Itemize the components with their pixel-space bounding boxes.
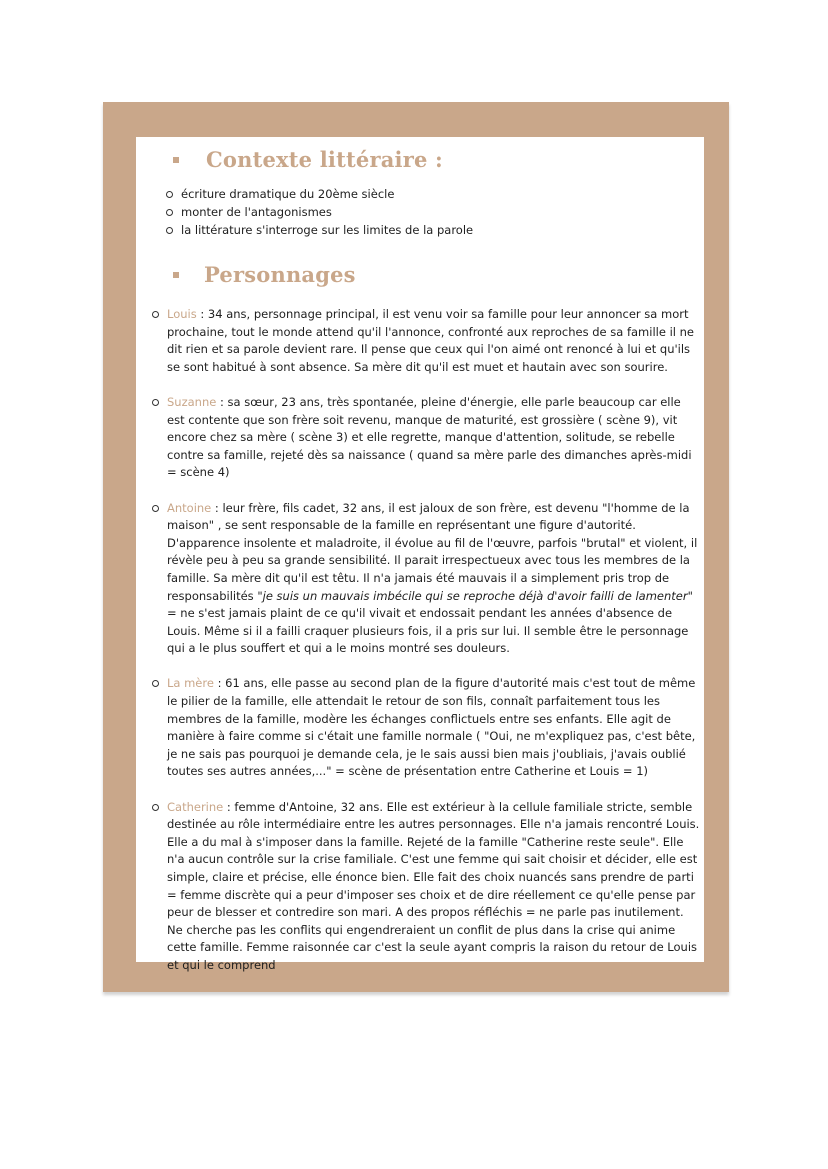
character-name: Catherine <box>167 799 224 814</box>
list-item <box>166 203 473 221</box>
section-heading-context <box>173 147 443 172</box>
list-item <box>166 185 473 203</box>
character-antoine <box>152 500 700 658</box>
character-louis <box>152 306 700 376</box>
characters-list <box>152 306 700 992</box>
character-suzanne <box>152 394 700 482</box>
character-name: Louis <box>167 307 197 321</box>
section-title: Contexte littéraire : <box>206 147 443 172</box>
circle-bullet-icon <box>152 804 159 811</box>
character-description: : sa sœur, 23 ans, très spontanée, pleine d'énergie, elle parle beaucoup car elle est contente que son frère soit revenu, manque de maturité, est grossière ( scène 9), vit encore chez sa mère ( scène 3) et elle regrette, manque d'attention, solitude, se rebelle contre sa famille, rejeté dès sa naissance ( quand sa mère parle des dimanches après-midi = scène 4) <box>167 394 692 480</box>
character-quote: "je suis un mauvais imbécile qui se reproche déjà d'avoir failli de lamenter" <box>257 588 693 603</box>
square-bullet-icon <box>173 157 179 163</box>
circle-bullet-icon <box>166 209 173 216</box>
context-list <box>166 185 473 239</box>
circle-bullet-icon <box>152 399 159 406</box>
circle-bullet-icon <box>152 680 159 687</box>
character-name: Antoine <box>167 500 212 515</box>
section-title: Personnages <box>204 262 356 287</box>
page-frame <box>103 102 729 992</box>
document-sheet <box>136 137 704 972</box>
square-bullet-icon <box>173 272 179 278</box>
character-description-end: = ne s'est jamais plaint de ce qu'il vivait et endossait pendant les années d'absence de Louis. Même si il a failli craquer plusieurs fois, il a pris sur lui. Il semble être le personnage qui a le plus souffert et qui a le moins montré ses douleurs. <box>167 606 689 656</box>
character-description: : femme d'Antoine, 32 ans. Elle est extérieur à la cellule familiale stricte, semble destinée au rôle intermédiaire entre les autres personnages. Elle n'a jamais rencontré Louis. Elle a du mal à s'imposer dans la famille. Rejeté de la famille "Catherine reste seule". Elle n'a aucun contrôle sur la crise familiale. C'est une femme qui sait choisir et décider, elle est simple, claire et précise, elle énonce bien. Elle fait des choix nuancés sans prendre de parti = femme discrète qui a peur d'imposer ses choix et de dire réellement ce qu'elle pense par peur de blesser et contredire son mari. A des propos réfléchis = ne parle pas inutilement. Ne cherche pas les conflits qui engendreraient un conflit de plus dans la crise qui anime cette famille. Femme raisonnée car c'est la seule ayant compris la raison du retour de Louis et qui le comprend <box>167 799 700 972</box>
character-name: La mère <box>167 676 214 691</box>
character-description: : 34 ans, personnage principal, il est venu voir sa famille pour leur annoncer sa mort prochaine, tout le monde attend qu'il l'annonce, confronté aux reproches de sa famille il ne dit rien et sa parole devient rare. Il pense que ceux qui l'on aimé ont renoncé à lui et qu'ils se sont habitué à sont absence. Sa mère dit qu'il est muet et hautain avec son sourire. <box>167 307 694 374</box>
section-heading-characters <box>173 262 356 287</box>
list-item-text: monter de l'antagonismes <box>181 205 332 219</box>
list-item <box>166 221 473 239</box>
circle-bullet-icon <box>166 191 173 198</box>
circle-bullet-icon <box>152 505 159 512</box>
character-mere <box>152 675 700 781</box>
circle-bullet-icon <box>166 227 173 234</box>
circle-bullet-icon <box>152 311 159 318</box>
character-name: Suzanne <box>167 394 217 409</box>
character-description: : leur frère, fils cadet, 32 ans, il est jaloux de son frère, est devenu "l'homme de la maison" , se sent responsable de la famille en représentant une figure d'autorité. D'apparence insolente et maladroite, il évolue au fil de l'œuvre, parfois "brutal" et violent, il révèle peu à peu sa grande sensibilité. Il parait irrespectueux avec tous les membres de la famille. Sa mère dit qu'il est têtu. Il n'a jamais été mauvais il a simplement pris trop de responsabilités <box>167 500 698 603</box>
character-description: : 61 ans, elle passe au second plan de la figure d'autorité mais c'est tout de même le pilier de la famille, elle attendait le retour de son fils, connaît parfaitement tous les membres de la famille, modère les échanges conflictuels entre ses enfants. Elle agit de manière à faire comme si c'était une famille normale ( "Oui, ne m'expliquez pas, c'est bête, je ne sais pas pourquoi je demande cela, je le sais aussi bien mais j'oubliais, j'avais oublié toutes ses autres années,..." = scène de présentation entre Catherine et Louis = 1) <box>167 676 696 779</box>
list-item-text: écriture dramatique du 20ème siècle <box>181 187 395 201</box>
list-item-text: la littérature s'interroge sur les limites de la parole <box>181 223 474 237</box>
character-catherine <box>152 799 700 975</box>
